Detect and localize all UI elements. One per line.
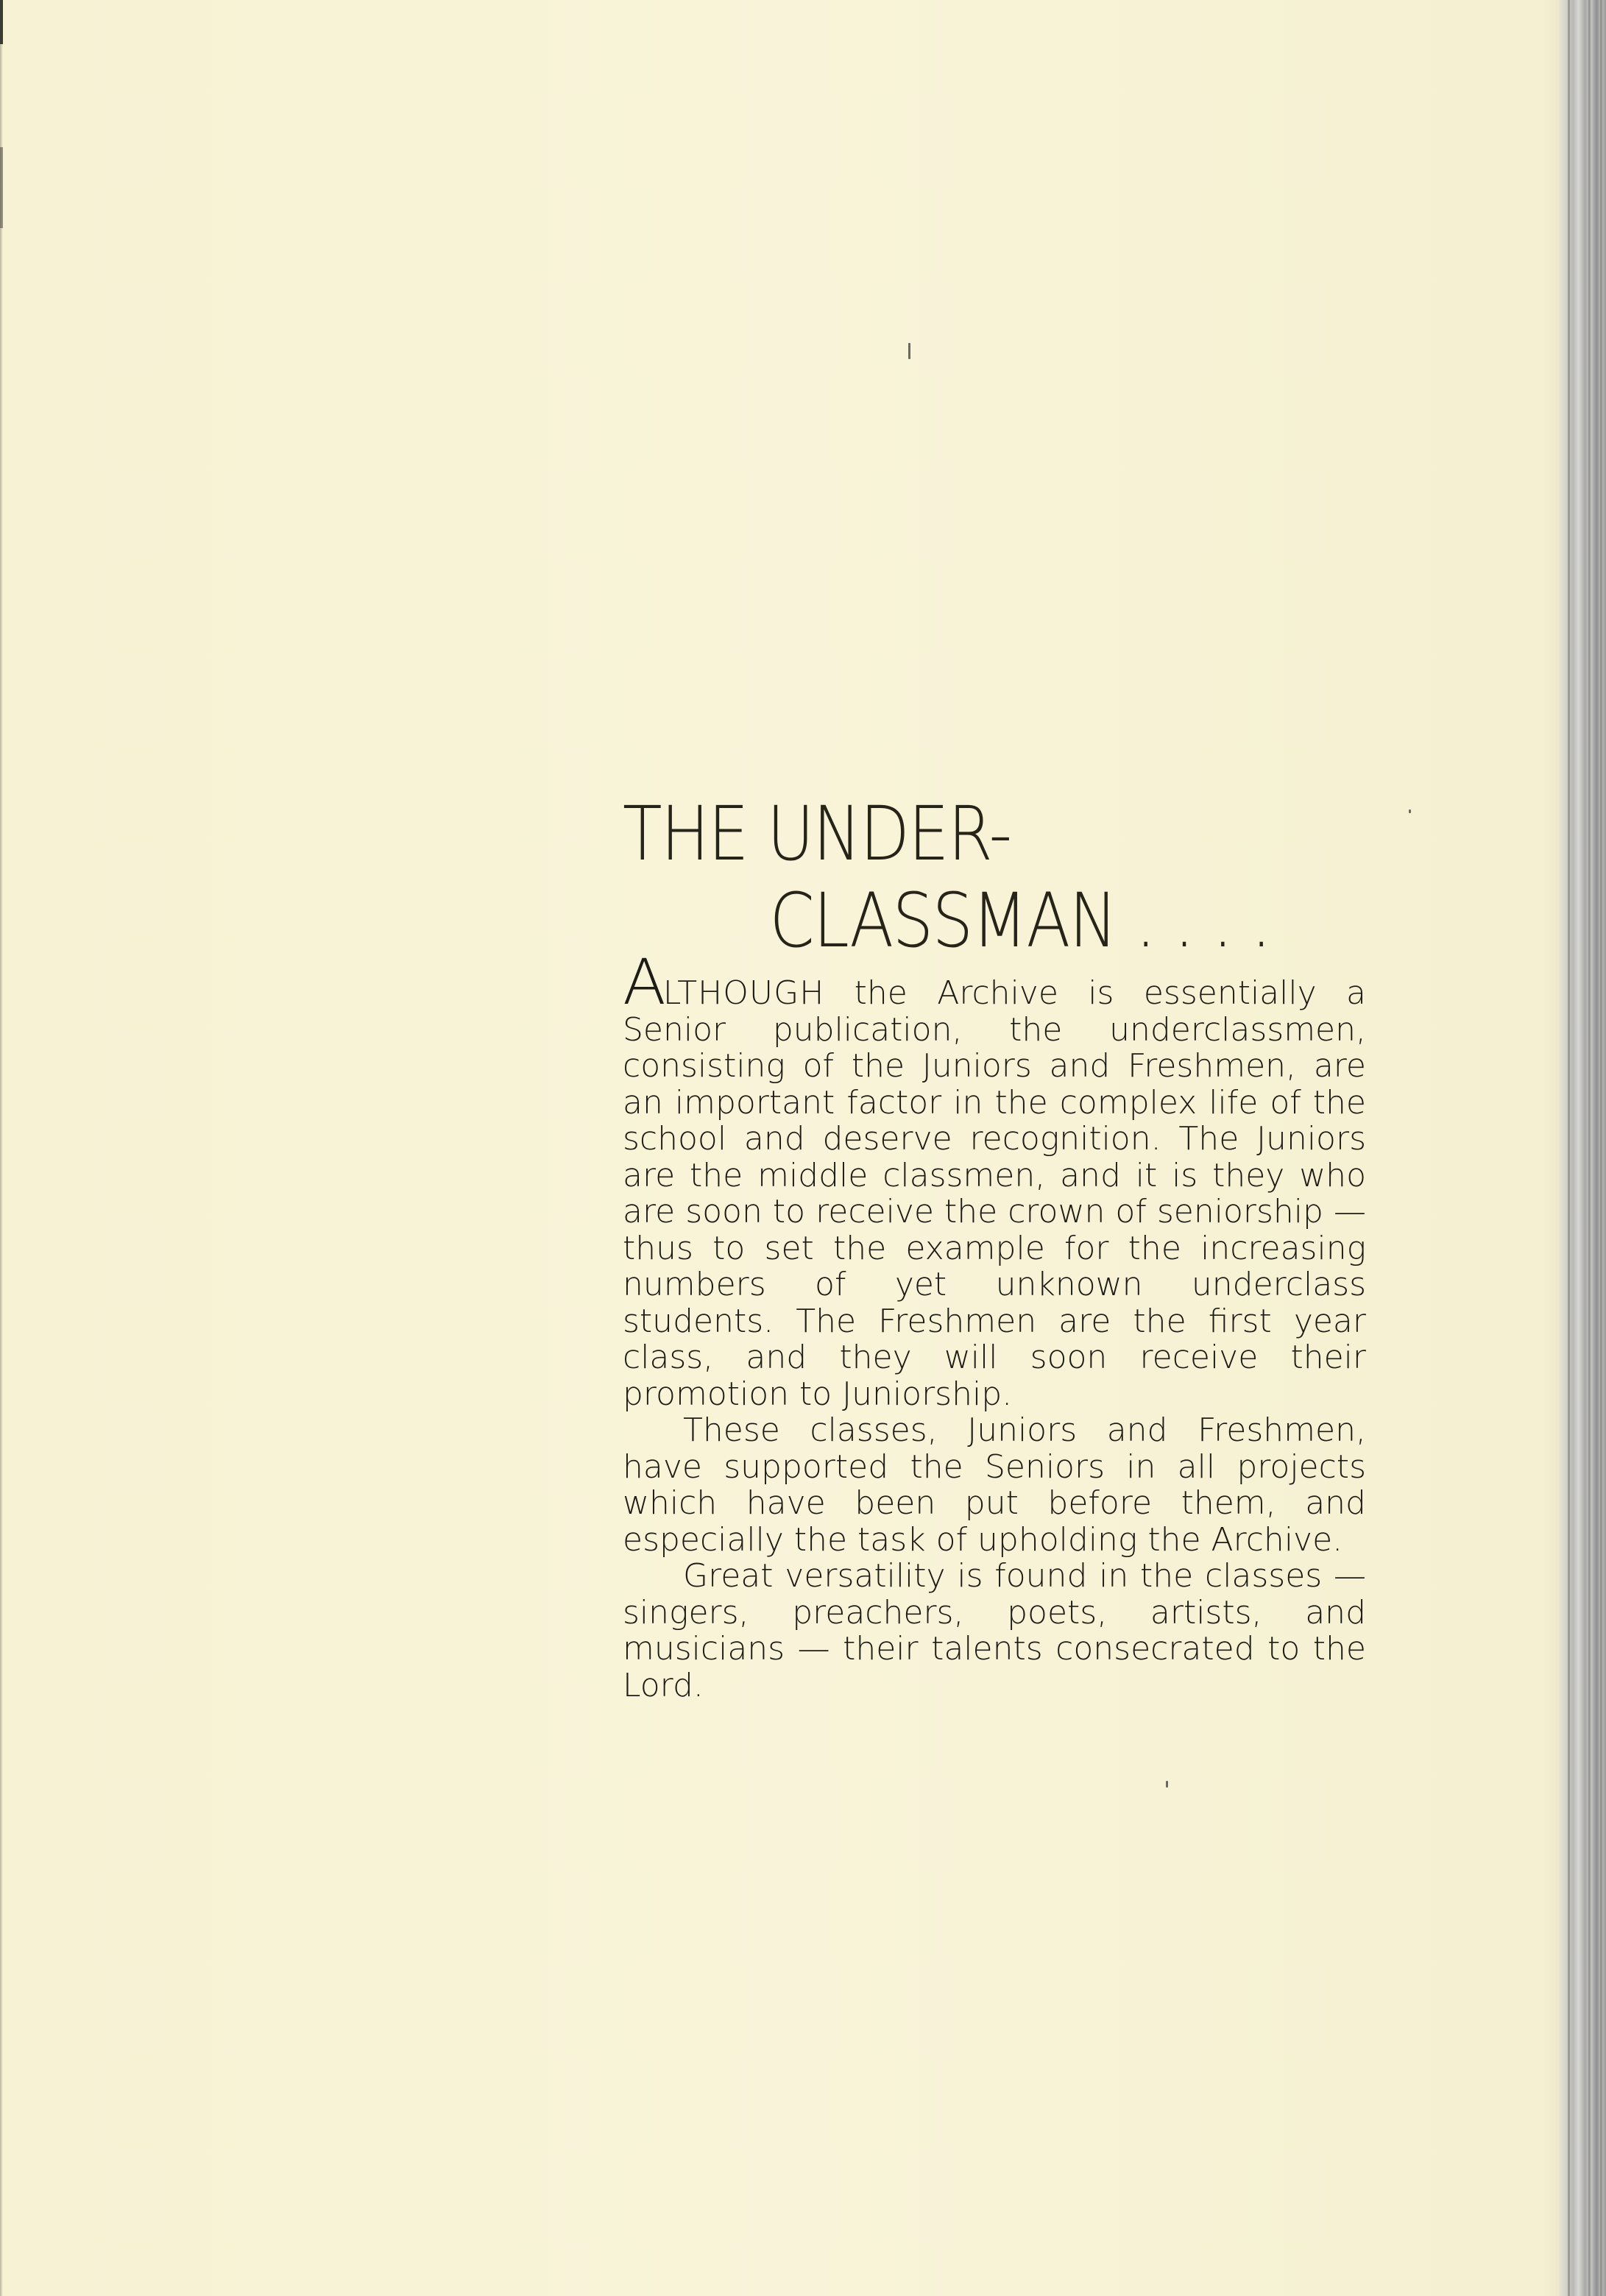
book-binding-edge	[1559, 0, 1606, 2296]
drop-cap: A	[623, 946, 663, 1019]
paragraph-1-text: the Archive is essentially a Senior publication, the underclassmen, consisting of the Juniors and Freshmen, are an important factor in the complex life of the school and deserve recognition. The Juniors are the middle classmen, and it is they who are soon to receive the crown of seniorship — thus to set the example for the increasing numbers of yet unknown underclass students. The Freshmen are the first year class, and they will soon receive their promotion to Juniorship.	[623, 974, 1366, 1413]
lead-in-caps: LTHOUGH	[662, 974, 825, 1012]
page-edge-mark	[0, 147, 3, 228]
paragraph-2: These classes, Juniors and Freshmen, have supported the Seniors in all projects which have been put before them, and especially the task of upholding the Archive.	[623, 1411, 1366, 1559]
page-left-edge	[0, 0, 3, 2296]
paragraph-3: Great versatility is found in the classes — singers, preachers, poets, artists, and musicians — their talents consecrated to the Lord.	[623, 1557, 1366, 1704]
binding-line	[1588, 0, 1591, 2296]
binding-line	[1600, 0, 1602, 2296]
page-title	[623, 791, 1270, 965]
page-edge-mark	[0, 0, 3, 44]
title-line-1: THE UNDER-	[623, 790, 1011, 878]
binding-line	[1568, 0, 1570, 2296]
paper-speck	[908, 343, 910, 359]
paragraph-1	[623, 946, 1366, 1413]
title-line-2: CLASSMAN . . . .	[769, 877, 1270, 965]
paper-speck	[1409, 809, 1411, 813]
paper-speck	[1166, 1781, 1168, 1787]
article-body	[623, 946, 1366, 1704]
